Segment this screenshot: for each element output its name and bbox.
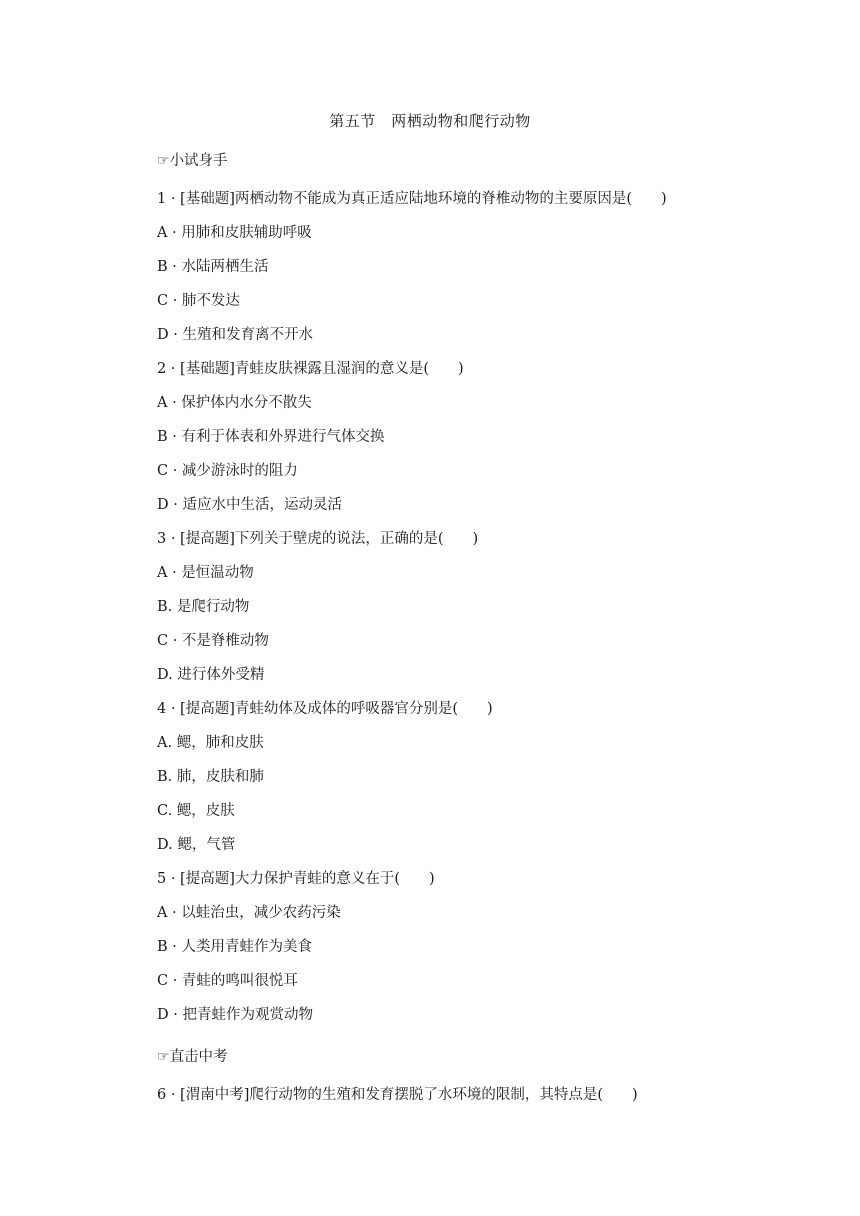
option-a: A · 用肺和皮肤辅助呼吸 <box>157 225 312 241</box>
option-c: C. 鳃，皮肤 <box>157 803 235 819</box>
option-d: D. 进行体外受精 <box>157 667 265 683</box>
option-b: B · 有利于体表和外界进行气体交换 <box>157 429 385 445</box>
option-b: B. 肺，皮肤和肺 <box>157 769 264 785</box>
section-heading-text: 直击中考 <box>169 1049 228 1065</box>
section-heading-exam <box>157 1047 757 1085</box>
option-d: D · 适应水中生活，运动灵活 <box>157 497 342 513</box>
page-title: 第五节 两栖动物和爬行动物 <box>329 112 531 130</box>
section-heading-text: 小试身手 <box>169 153 228 169</box>
section-heading-practice <box>157 151 757 189</box>
question-stem: 1 · [基础题]两栖动物不能成为真正适应陆地环境的脊椎动物的主要原因是( ) <box>157 191 667 207</box>
pointing-hand-icon: ☞ <box>157 153 170 169</box>
option-c: C · 肺不发达 <box>157 293 240 309</box>
option-b: B · 水陆两栖生活 <box>157 259 269 275</box>
question-stem: 6 · [渭南中考]爬行动物的生殖和发育摆脱了水环境的限制，其特点是( ) <box>157 1087 638 1103</box>
option-c: C · 不是脊椎动物 <box>157 633 269 649</box>
option-c: C · 减少游泳时的阻力 <box>157 463 298 479</box>
option-d: D · 把青蛙作为观赏动物 <box>157 1007 313 1023</box>
option-c: C · 青蛙的鸣叫很悦耳 <box>157 973 298 989</box>
option-a: A. 鳃，肺和皮肤 <box>157 735 264 751</box>
question-stem: 5 · [提高题]大力保护青蛙的意义在于( ) <box>157 871 435 887</box>
option-a: A · 以蛙治虫，减少农药污染 <box>157 905 341 921</box>
question-stem: 4 · [提高题]青蛙幼体及成体的呼吸器官分别是( ) <box>157 701 493 717</box>
pointing-hand-icon: ☞ <box>157 1049 170 1065</box>
option-a: A · 是恒温动物 <box>157 565 254 581</box>
option-d: D. 鳃，气管 <box>157 837 236 853</box>
question-stem: 3 · [提高题]下列关于壁虎的说法，正确的是( ) <box>157 531 479 547</box>
option-a: A · 保护体内水分不散失 <box>157 395 312 411</box>
option-b: B · 人类用青蛙作为美食 <box>157 939 312 955</box>
question-stem: 2 · [基础题]青蛙皮肤裸露且湿润的意义是( ) <box>157 361 464 377</box>
option-b: B. 是爬行动物 <box>157 599 250 615</box>
option-d: D · 生殖和发育离不开水 <box>157 327 313 343</box>
document-body <box>157 151 757 1119</box>
